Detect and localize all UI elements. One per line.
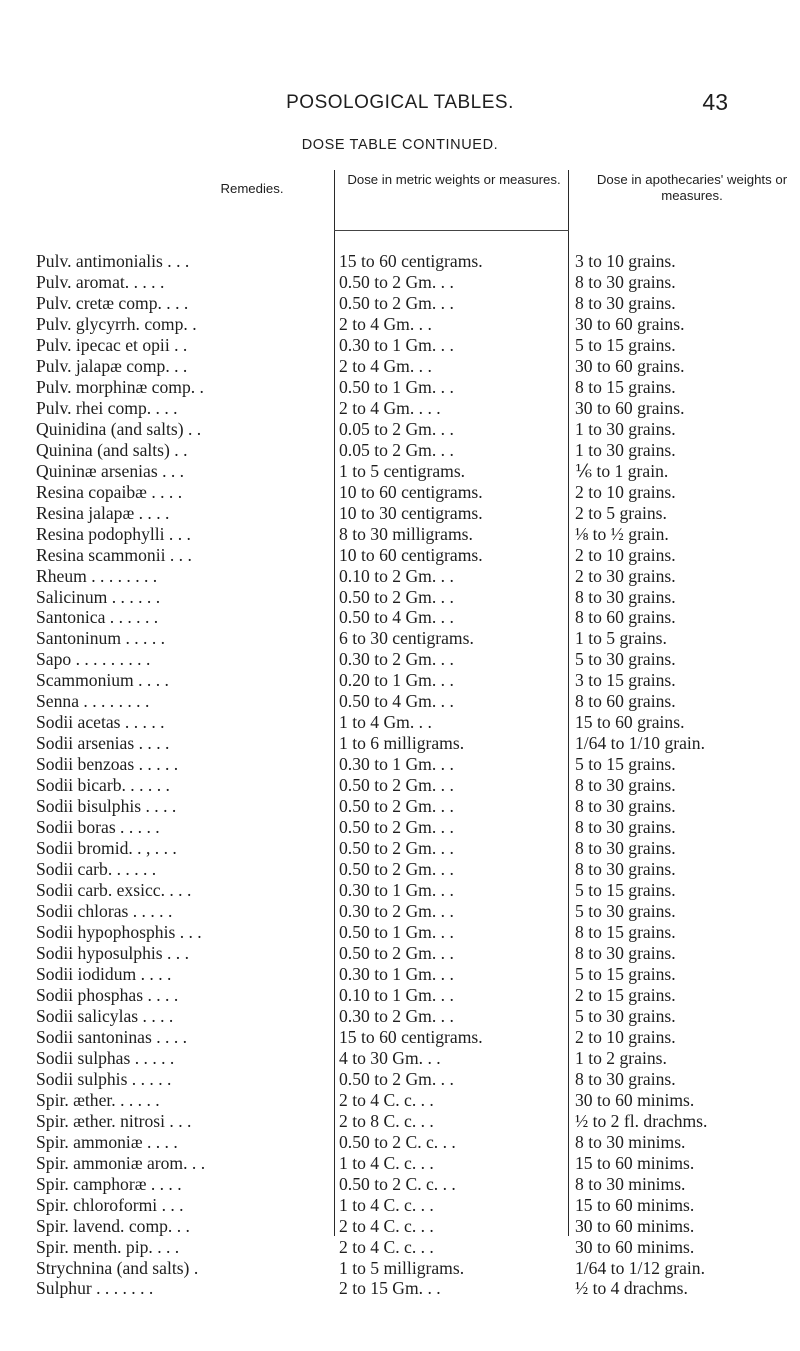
table-row: [0, 1237, 800, 1258]
metric-dose-cell: 1 to 4 Gm. . .: [339, 712, 432, 733]
remedy-cell: Spir. camphoræ . . . .: [36, 1173, 182, 1194]
metric-dose-cell: 4 to 30 Gm. . .: [339, 1047, 441, 1068]
metric-dose-cell: 0.50 to 1 Gm. . .: [339, 922, 454, 942]
table-row: [0, 733, 800, 754]
table-row: [0, 964, 800, 985]
apothecaries-dose-cell: 8 to 30 grains.: [575, 292, 676, 313]
table-row: [0, 398, 800, 419]
table-row: [0, 272, 800, 293]
column-header-apothecaries: Dose in apothecaries' weights or measures.: [596, 172, 788, 203]
table-row: [0, 1153, 800, 1174]
apothecaries-dose-cell: 1 to 5 grains.: [575, 628, 667, 649]
table-row: [0, 1258, 800, 1279]
remedy-cell: Sodii bicarb. . . . . .: [36, 775, 170, 796]
remedy-cell: Spir. æther. nitrosi . . .: [36, 1110, 192, 1131]
running-head: [0, 89, 800, 118]
table-row: [0, 691, 800, 712]
table-row: [0, 775, 800, 796]
remedy-cell: Santoninum . . . . .: [36, 628, 166, 649]
apothecaries-dose-cell: 5 to 30 grains.: [575, 901, 676, 922]
remedy-cell: Sapo . . . . . . . . .: [36, 649, 151, 670]
apothecaries-dose-cell: 8 to 30 grains.: [575, 838, 676, 859]
table-row: [0, 1216, 800, 1237]
dose-table-body: [0, 251, 800, 1299]
apothecaries-dose-cell: ⅛ to ½ grain.: [575, 523, 669, 544]
table-row: [0, 1048, 800, 1069]
metric-dose-cell: 0.50 to 2 Gm. . .: [339, 796, 454, 817]
table-row: [0, 985, 800, 1006]
apothecaries-dose-cell: ½ to 2 fl. drachms.: [575, 1110, 708, 1131]
table-row: [0, 440, 800, 461]
apothecaries-dose-cell: 8 to 30 grains.: [575, 859, 676, 880]
table-row: [0, 377, 800, 398]
metric-dose-cell: 10 to 60 centigrams.: [339, 544, 483, 565]
metric-dose-cell: 0.50 to 2 Gm. . .: [339, 586, 454, 607]
metric-dose-cell: 1 to 5 milligrams.: [339, 1257, 465, 1278]
remedy-cell: Sodii sulphis . . . . .: [36, 1068, 172, 1089]
remedy-cell: Pulv. rhei comp. . . .: [36, 397, 178, 418]
apothecaries-dose-cell: 8 to 30 grains.: [575, 796, 676, 817]
apothecaries-dose-cell: 8 to 30 grains.: [575, 817, 676, 838]
table-row: [0, 901, 800, 922]
apothecaries-dose-cell: 5 to 15 grains.: [575, 963, 676, 984]
metric-dose-cell: 0.50 to 2 Gm. . .: [339, 859, 454, 880]
table-row: [0, 1090, 800, 1111]
apothecaries-dose-cell: 5 to 15 grains.: [575, 754, 676, 775]
apothecaries-dose-cell: 5 to 30 grains.: [575, 1005, 676, 1026]
table-row: [0, 1069, 800, 1090]
table-row: [0, 1195, 800, 1216]
apothecaries-dose-cell: 1 to 30 grains.: [575, 418, 676, 439]
apothecaries-dose-cell: 2 to 10 grains.: [575, 1026, 676, 1047]
apothecaries-dose-cell: 1 to 30 grains.: [575, 439, 676, 460]
table-title: DOSE TABLE CONTINUED.: [301, 137, 499, 153]
table-row: [0, 314, 800, 335]
remedy-cell: Resina jalapæ . . . .: [36, 502, 170, 523]
table-row: [0, 356, 800, 377]
page-number: 43: [702, 89, 728, 115]
metric-dose-cell: 2 to 4 Gm. . .: [339, 313, 432, 334]
apothecaries-dose-cell: 8 to 30 minims.: [575, 1173, 686, 1194]
metric-dose-cell: 2 to 4 Gm. . .: [339, 355, 432, 376]
remedy-cell: Sulphur . . . . . . .: [36, 1278, 154, 1299]
table-row: [0, 335, 800, 356]
remedy-cell: Sodii sulphas . . . . .: [36, 1047, 175, 1068]
remedy-cell: Sodii boras . . . . .: [36, 817, 160, 838]
remedy-cell: Pulv. antimonialis . . .: [36, 251, 190, 271]
metric-dose-cell: 1 to 4 C. c. . .: [339, 1152, 434, 1173]
apothecaries-dose-cell: 15 to 60 minims.: [575, 1194, 695, 1215]
remedy-cell: Santonica . . . . . .: [36, 607, 159, 628]
metric-dose-cell: 0.50 to 1 Gm. . .: [339, 376, 454, 397]
metric-dose-cell: 0.30 to 1 Gm. . .: [339, 963, 454, 984]
apothecaries-dose-cell: 1/64 to 1/12 grain.: [575, 1257, 705, 1278]
table-row: [0, 817, 800, 838]
apothecaries-dose-cell: 8 to 30 grains.: [575, 942, 676, 963]
apothecaries-dose-cell: 2 to 10 grains.: [575, 544, 676, 565]
metric-dose-cell: 6 to 30 centigrams.: [339, 628, 474, 649]
remedy-cell: Quinina (and salts) . .: [36, 439, 188, 460]
table-row: [0, 1027, 800, 1048]
metric-dose-cell: 15 to 60 centigrams.: [339, 1026, 483, 1047]
remedy-cell: Pulv. glycyrrh. comp. .: [36, 313, 197, 334]
remedy-cell: Sodii carb. exsicc. . . .: [36, 880, 192, 901]
table-row: [0, 524, 800, 545]
column-header-remedies: Remedies.: [220, 181, 284, 196]
metric-dose-cell: 0.50 to 2 Gm. . .: [339, 1068, 454, 1089]
apothecaries-dose-cell: 5 to 30 grains.: [575, 649, 676, 670]
header-rule: [334, 230, 569, 231]
remedy-cell: Spir. menth. pip. . . .: [36, 1236, 180, 1257]
apothecaries-dose-cell: 8 to 30 minims.: [575, 1131, 686, 1152]
metric-dose-cell: 0.20 to 1 Gm. . .: [339, 670, 454, 691]
remedy-cell: Spir. æther. . . . . .: [36, 1089, 160, 1110]
apothecaries-dose-cell: 8 to 30 grains.: [575, 586, 676, 607]
apothecaries-dose-cell: 2 to 30 grains.: [575, 565, 676, 586]
metric-dose-cell: 1 to 5 centigrams.: [339, 460, 466, 481]
remedy-cell: Sodii carb. . . . . .: [36, 859, 157, 880]
table-row: [0, 1006, 800, 1027]
table-row: [0, 754, 800, 775]
table-row: [0, 1174, 800, 1195]
table-row: [0, 251, 800, 272]
remedy-cell: Resina podophylli . . .: [36, 523, 191, 544]
metric-dose-cell: 0.05 to 2 Gm. . .: [339, 439, 454, 460]
metric-dose-cell: 0.50 to 2 Gm. . .: [339, 838, 454, 859]
apothecaries-dose-cell: 1 to 2 grains.: [575, 1047, 667, 1068]
metric-dose-cell: 0.30 to 1 Gm. . .: [339, 334, 454, 355]
apothecaries-dose-cell: 1/64 to 1/10 grain.: [575, 733, 705, 754]
remedy-cell: Spir. lavend. comp. . .: [36, 1215, 190, 1236]
apothecaries-dose-cell: 30 to 60 grains.: [575, 397, 685, 418]
metric-dose-cell: 0.05 to 2 Gm. . .: [339, 418, 454, 439]
metric-dose-cell: 0.50 to 4 Gm. . .: [339, 607, 454, 628]
table-row: [0, 482, 800, 503]
table-row: [0, 838, 800, 859]
table-row: [0, 503, 800, 524]
apothecaries-dose-cell: 8 to 30 grains.: [575, 775, 676, 796]
remedy-cell: Sodii benzoas . . . . .: [36, 754, 179, 775]
remedy-cell: Resina copaibæ . . . .: [36, 481, 183, 502]
apothecaries-dose-cell: ½ to 4 drachms.: [575, 1278, 688, 1299]
remedy-cell: Pulv. jalapæ comp. . .: [36, 355, 188, 376]
table-row: [0, 880, 800, 901]
table-row: [0, 1111, 800, 1132]
metric-dose-cell: 0.50 to 2 Gm. . .: [339, 271, 454, 292]
apothecaries-dose-cell: 15 to 60 grains.: [575, 712, 685, 733]
metric-dose-cell: 1 to 4 C. c. . .: [339, 1194, 434, 1215]
metric-dose-cell: 15 to 60 centigrams.: [339, 251, 483, 271]
table-row: [0, 712, 800, 733]
metric-dose-cell: 0.10 to 1 Gm. . .: [339, 984, 454, 1005]
remedy-cell: Sodii phosphas . . . .: [36, 984, 179, 1005]
remedy-cell: Sodii arsenias . . . .: [36, 733, 170, 754]
apothecaries-dose-cell: 30 to 60 minims.: [575, 1236, 695, 1257]
metric-dose-cell: 2 to 4 Gm. . . .: [339, 397, 441, 418]
metric-dose-cell: 0.30 to 2 Gm. . .: [339, 901, 454, 922]
table-row: [0, 628, 800, 649]
remedy-cell: Sodii acetas . . . . .: [36, 712, 165, 733]
metric-dose-cell: 0.50 to 2 C. c. . .: [339, 1131, 456, 1152]
apothecaries-dose-cell: ⅙ to 1 grain.: [575, 460, 669, 481]
metric-dose-cell: 0.30 to 1 Gm. . .: [339, 754, 454, 775]
remedy-cell: Rheum . . . . . . . .: [36, 565, 158, 586]
remedy-cell: Resina scammonii . . .: [36, 544, 192, 565]
apothecaries-dose-cell: 8 to 60 grains.: [575, 691, 676, 712]
metric-dose-cell: 2 to 4 C. c. . .: [339, 1236, 434, 1257]
apothecaries-dose-cell: 30 to 60 grains.: [575, 355, 685, 376]
table-row: [0, 1132, 800, 1153]
apothecaries-dose-cell: 3 to 10 grains.: [575, 251, 676, 271]
remedy-cell: Spir. chloroformi . . .: [36, 1194, 184, 1215]
metric-dose-cell: 10 to 60 centigrams.: [339, 481, 483, 502]
metric-dose-cell: 1 to 6 milligrams.: [339, 733, 465, 754]
table-row: [0, 943, 800, 964]
apothecaries-dose-cell: 8 to 15 grains.: [575, 922, 676, 942]
metric-dose-cell: 0.30 to 2 Gm. . .: [339, 1005, 454, 1026]
table-row: [0, 293, 800, 314]
table-row: [0, 419, 800, 440]
remedy-cell: Salicinum . . . . . .: [36, 586, 161, 607]
metric-dose-cell: 2 to 15 Gm. . .: [339, 1278, 441, 1299]
table-row: [0, 566, 800, 587]
table-row: [0, 859, 800, 880]
metric-dose-cell: 10 to 30 centigrams.: [339, 502, 483, 523]
metric-dose-cell: 2 to 4 C. c. . .: [339, 1215, 434, 1236]
apothecaries-dose-cell: 8 to 60 grains.: [575, 607, 676, 628]
running-title: POSOLOGICAL TABLES.: [286, 92, 514, 113]
metric-dose-cell: 0.50 to 2 Gm. . .: [339, 817, 454, 838]
table-row: [0, 461, 800, 482]
remedy-cell: Scammonium . . . .: [36, 670, 169, 691]
apothecaries-dose-cell: 30 to 60 grains.: [575, 313, 685, 334]
apothecaries-dose-cell: 30 to 60 minims.: [575, 1089, 695, 1110]
table-row: [0, 922, 800, 943]
table-row: [0, 670, 800, 691]
remedy-cell: Spir. ammoniæ . . . .: [36, 1131, 178, 1152]
apothecaries-dose-cell: 2 to 5 grains.: [575, 502, 667, 523]
apothecaries-dose-cell: 5 to 15 grains.: [575, 334, 676, 355]
remedy-cell: Sodii hyposulphis . . .: [36, 942, 189, 963]
table-row: [0, 545, 800, 566]
metric-dose-cell: 2 to 8 C. c. . .: [339, 1110, 434, 1131]
remedy-cell: Pulv. morphinæ comp. .: [36, 376, 204, 397]
metric-dose-cell: 0.10 to 2 Gm. . .: [339, 565, 454, 586]
remedy-cell: Sodii bromid. . , . . .: [36, 838, 177, 859]
apothecaries-dose-cell: 8 to 30 grains.: [575, 1068, 676, 1089]
apothecaries-dose-cell: 2 to 15 grains.: [575, 984, 676, 1005]
apothecaries-dose-cell: 3 to 15 grains.: [575, 670, 676, 691]
remedy-cell: Sodii hypophosphis . . .: [36, 922, 202, 942]
metric-dose-cell: 2 to 4 C. c. . .: [339, 1089, 434, 1110]
remedy-cell: Sodii bisulphis . . . .: [36, 796, 177, 817]
remedy-cell: Quinidina (and salts) . .: [36, 418, 202, 439]
apothecaries-dose-cell: 2 to 10 grains.: [575, 481, 676, 502]
remedy-cell: Pulv. ipecac et opii . .: [36, 334, 188, 355]
table-row: [0, 587, 800, 608]
remedy-cell: Sodii salicylas . . . .: [36, 1005, 174, 1026]
remedy-cell: Sodii santoninas . . . .: [36, 1026, 188, 1047]
table-row: [0, 649, 800, 670]
metric-dose-cell: 0.50 to 4 Gm. . .: [339, 691, 454, 712]
apothecaries-dose-cell: 8 to 15 grains.: [575, 376, 676, 397]
remedy-cell: Sodii iodidum . . . .: [36, 963, 172, 984]
remedy-cell: Quininæ arsenias . . .: [36, 460, 185, 481]
table-row: [0, 607, 800, 628]
apothecaries-dose-cell: 30 to 60 minims.: [575, 1215, 695, 1236]
remedy-cell: Strychnina (and salts) .: [36, 1257, 199, 1278]
metric-dose-cell: 0.50 to 2 Gm. . .: [339, 775, 454, 796]
metric-dose-cell: 0.30 to 1 Gm. . .: [339, 880, 454, 901]
remedy-cell: Senna . . . . . . . .: [36, 691, 150, 712]
apothecaries-dose-cell: 15 to 60 minims.: [575, 1152, 695, 1173]
remedy-cell: Spir. ammoniæ arom. . .: [36, 1152, 206, 1173]
table-row: [0, 1278, 800, 1299]
metric-dose-cell: 0.30 to 2 Gm. . .: [339, 649, 454, 670]
apothecaries-dose-cell: 8 to 30 grains.: [575, 271, 676, 292]
remedy-cell: Sodii chloras . . . . .: [36, 901, 173, 922]
remedy-cell: Pulv. aromat. . . . .: [36, 271, 165, 292]
apothecaries-dose-cell: 5 to 15 grains.: [575, 880, 676, 901]
table-row: [0, 796, 800, 817]
metric-dose-cell: 0.50 to 2 C. c. . .: [339, 1173, 456, 1194]
metric-dose-cell: 8 to 30 milligrams.: [339, 523, 473, 544]
column-header-metric: Dose in metric weights or measures.: [347, 172, 561, 187]
metric-dose-cell: 0.50 to 2 Gm. . .: [339, 942, 454, 963]
remedy-cell: Pulv. cretæ comp. . . .: [36, 292, 189, 313]
metric-dose-cell: 0.50 to 2 Gm. . .: [339, 292, 454, 313]
